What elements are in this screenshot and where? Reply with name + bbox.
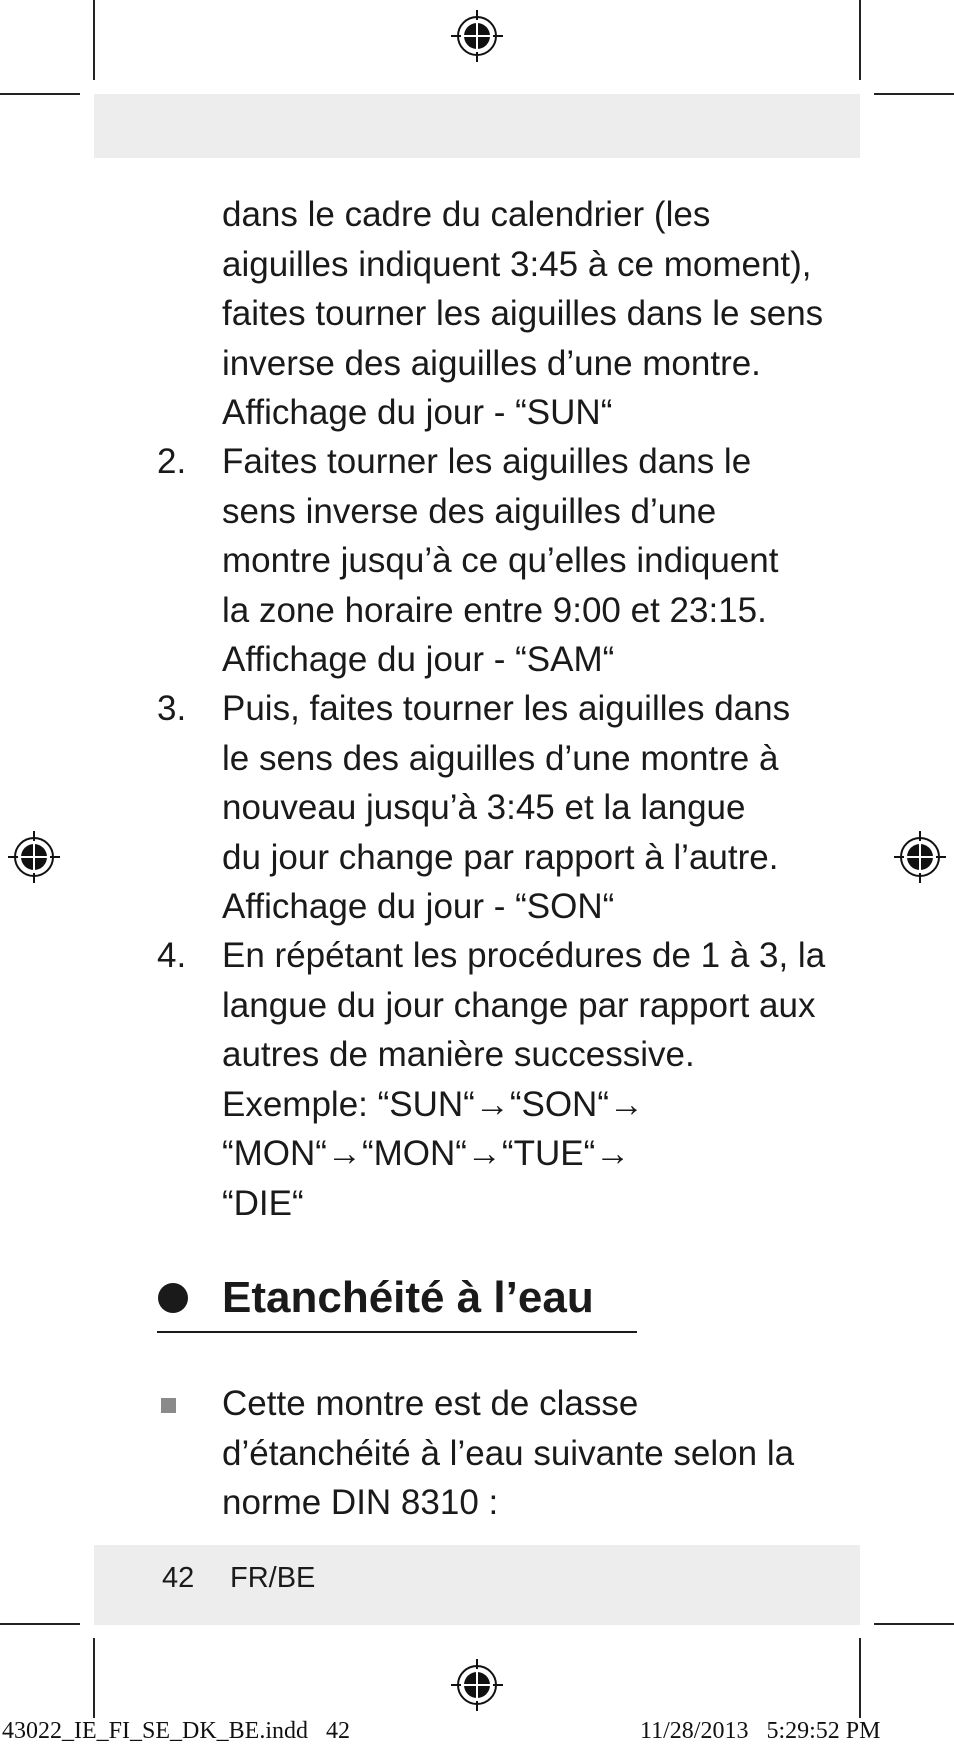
crop-mark-top-left-vertical xyxy=(93,0,95,80)
step-number: 4. xyxy=(157,936,187,975)
text-line: autres de manière successive. xyxy=(222,1035,695,1074)
text-line: En répétant les procédures de 1 à 3, la xyxy=(222,936,826,975)
header-band xyxy=(94,94,860,158)
print-slug-datetime: 11/28/2013 5:29:52 PM xyxy=(640,1718,881,1744)
crop-mark-bottom-right-vertical xyxy=(859,1638,861,1718)
crop-mark-bottom-right-horizontal xyxy=(874,1623,954,1625)
text-line: montre jusqu’à ce qu’elles indiquent xyxy=(222,541,779,580)
text-line: la zone horaire entre 9:00 et 23:15. xyxy=(222,590,767,630)
step-number: 3. xyxy=(157,689,187,728)
text-line: du jour change par rapport à l’autre. xyxy=(222,837,779,877)
text-line: d’étanchéité à l’eau suivante selon la xyxy=(222,1433,795,1473)
crop-mark-top-right-vertical xyxy=(859,0,861,80)
step-2-text xyxy=(222,437,822,685)
text-line: sens inverse des aiguilles d’une xyxy=(222,491,717,531)
text-line: Affichage du jour - “SON“ xyxy=(222,887,615,926)
section-heading: Etanchéité à l’eau xyxy=(222,1273,594,1322)
heading-underline xyxy=(157,1331,637,1333)
text-line: “MON“→“MON“→“TUE“→ xyxy=(222,1134,631,1173)
text-line: Cette montre est de classe xyxy=(222,1384,639,1423)
registration-mark-left-icon xyxy=(8,831,60,883)
text-line: le sens des aiguilles d’une montre à xyxy=(222,738,779,778)
text-line: langue du jour change par rapport aux xyxy=(222,985,816,1025)
step-number: 2. xyxy=(157,442,187,481)
text-line: Affichage du jour - “SUN“ xyxy=(222,393,613,432)
step-4-text xyxy=(222,931,826,1228)
step-3-text xyxy=(222,684,822,932)
text-line: dans le cadre du calendrier (les xyxy=(222,195,711,234)
text-line: nouveau jusqu’à 3:45 et la langue xyxy=(222,788,746,827)
text-line: faites tourner les aiguilles dans le sens xyxy=(222,294,824,333)
text-line: Faites tourner les aiguilles dans le xyxy=(222,442,752,481)
intro-paragraph xyxy=(222,190,822,438)
text-line: aiguilles indiquent 3:45 à ce moment), xyxy=(222,244,812,284)
crop-mark-bottom-left-horizontal xyxy=(0,1623,80,1625)
footer-band xyxy=(94,1545,860,1625)
registration-mark-top-icon xyxy=(451,10,503,62)
text-line: “DIE“ xyxy=(222,1183,304,1223)
text-line: Affichage du jour - “SAM“ xyxy=(222,640,615,679)
registration-mark-right-icon xyxy=(894,831,946,883)
heading-bullet-icon xyxy=(158,1283,188,1313)
bullet-paragraph xyxy=(222,1379,822,1528)
text-line: Exemple: “SUN“→“SON“→ xyxy=(222,1084,644,1124)
crop-mark-top-right-horizontal xyxy=(874,93,954,95)
text-line: norme DIN 8310 : xyxy=(222,1483,499,1522)
text-line: inverse des aiguilles d’une montre. xyxy=(222,343,761,383)
crop-mark-bottom-left-vertical xyxy=(93,1638,95,1718)
registration-mark-bottom-icon xyxy=(451,1659,503,1711)
page-number: 42 xyxy=(162,1562,195,1594)
language-code: FR/BE xyxy=(230,1562,316,1594)
crop-mark-top-left-horizontal xyxy=(0,93,80,95)
text-line: Puis, faites tourner les aiguilles dans xyxy=(222,689,791,728)
print-slug-file: 43022_IE_FI_SE_DK_BE.indd 42 xyxy=(2,1718,350,1744)
square-bullet-icon xyxy=(161,1398,176,1413)
